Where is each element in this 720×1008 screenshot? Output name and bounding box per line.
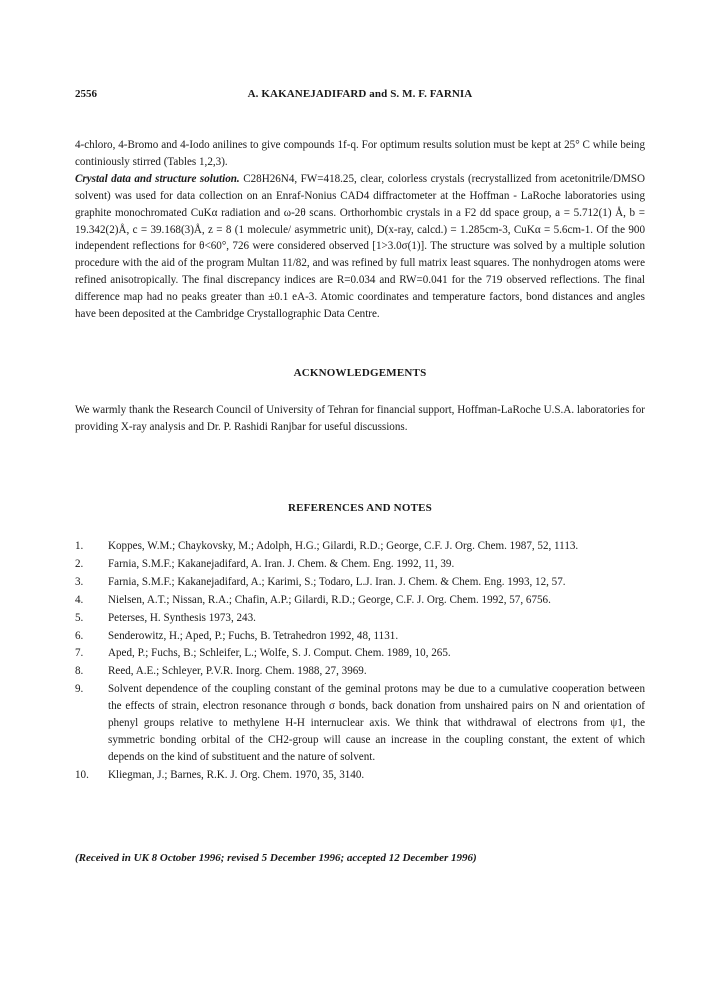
reference-number: 6. xyxy=(75,629,84,642)
reference-number: 9. xyxy=(75,683,84,696)
reference-item xyxy=(75,645,645,662)
page-number: 2556 xyxy=(75,88,97,100)
reference-number: 1. xyxy=(75,540,84,552)
reference-item xyxy=(75,610,645,627)
reference-text: Peterses, H. Synthesis 1973, 243. xyxy=(108,611,256,624)
running-authors: A. KAKANEJADIFARD and S. M. F. FARNIA xyxy=(247,88,473,100)
references-heading: REFERENCES AND NOTES xyxy=(288,502,432,514)
reference-item xyxy=(75,767,645,784)
crystal-data-paragraph xyxy=(75,137,645,323)
reference-text: Senderowitz, H.; Aped, P.; Fuchs, B. Tetrahedron 1992, 48, 1131. xyxy=(108,629,399,642)
reference-item xyxy=(75,556,645,573)
reference-text: Aped, P.; Fuchs, B.; Schleifer, L.; Wolfe, S. J. Comput. Chem. 1989, 10, 265. xyxy=(108,647,451,660)
reference-item xyxy=(75,663,645,680)
crystal-data-heading: Crystal data and structure solution. xyxy=(75,172,240,185)
reference-number: 5. xyxy=(75,611,84,624)
reference-text: Kliegman, J.; Barnes, R.K. J. Org. Chem. 1970, 35, 3140. xyxy=(108,768,365,781)
received-dates: (Received in UK 8 October 1996; revised 5 December 1996; accepted 12 December 1996) xyxy=(75,852,477,864)
reference-text: Reed, A.E.; Schleyer, P.V.R. Inorg. Chem. 1988, 27, 3969. xyxy=(108,665,367,678)
reference-item xyxy=(75,628,645,645)
running-header xyxy=(75,88,645,104)
references-list xyxy=(75,538,645,784)
acknowledgements-heading: ACKNOWLEDGEMENTS xyxy=(293,367,427,379)
reference-number: 10. xyxy=(75,768,89,781)
reference-text: Solvent dependence of the coupling constant of the geminal protons may be due to a cumulative cooperation between the effects of strain, electron resonance through σ bonds, back donation from unshaired pairs on N and orientation of phenyl groups relative to methylene H-H internuclear axis. We think that withdrawal of electrons from ψ1, the symmetric bonding orbital of the CH2-group will cause an increase in the coupling constant, the extent of which depends on the kind of substituent and the nature of solvent. xyxy=(108,683,645,763)
reference-item xyxy=(75,592,645,609)
reference-item xyxy=(75,681,645,766)
reference-text: Nielsen, A.T.; Nissan, R.A.; Chafin, A.P.; Gilardi, R.D.; George, C.F. J. Org. Chem. 1992, 57, 6756. xyxy=(108,593,551,606)
acknowledgements-paragraph xyxy=(75,402,645,436)
reference-number: 8. xyxy=(75,665,84,678)
reference-text: Farnia, S.M.F.; Kakanejadifard, A. Iran. J. Chem. & Chem. Eng. 1992, 11, 39. xyxy=(108,557,455,570)
reference-number: 7. xyxy=(75,647,84,660)
intro-text: 4-chloro, 4-Bromo and 4-Iodo anilines to give compounds 1f-q. For optimum results solution must be kept at 25° C while being continiously stirred (Tables 1,2,3). xyxy=(75,139,645,168)
reference-number: 4. xyxy=(75,593,84,606)
reference-item xyxy=(75,538,645,555)
acknowledgements-text: We warmly thank the Research Council of University of Tehran for financial support, Hoffman-LaRoche U.S.A. laboratories for providing X-ray analysis and Dr. P. Rashidi Ranjbar for useful discussions. xyxy=(75,404,645,433)
reference-number: 3. xyxy=(75,575,84,588)
crystal-data-text: C28H26N4, FW=418.25, clear, colorless crystals (recrystallized from acetonitrile/DMSO solvent) was used for data collection on an Enraf-Nonius CAD4 diffractometer at the Hoffman - LaRoche laboratories using graphite monochromated CuKα radiation and ω-2θ scans. Orthorhombic crystals in a F2 dd space group, a = 5.712(1) Å, b = 19.342(2)Å, c = 39.168(3)Å, z = 8 (1 molecule/ asymmetric unit), D(x-ray, calcd.) = 1.285cm-3, CuKα = 5.6cm-1. Of the 900 independent reflections for θ<60°, 726 were considered observed [1>3.0σ(1)]. The structure was solved by a multiple solution procedure with the aid of the program Multan 11/82, and was refined by full matrix least squares. The nonhydrogen atoms were refined anisotropically. The final discrepancy indices are R=0.034 and RW=0.041 for the 719 observed reflections. The final difference map had no peaks greater than ±0.1 eA-3. Atomic coordinates and temperature factors, bond distances and angles have been deposited at the Cambridge Crystallographic Data Centre. xyxy=(75,172,645,321)
reference-number: 2. xyxy=(75,557,84,570)
reference-item xyxy=(75,574,645,591)
reference-text: Farnia, S.M.F.; Kakanejadifard, A.; Karimi, S.; Todaro, L.J. Iran. J. Chem. & Chem. Eng. 1993, 12, 57. xyxy=(108,575,566,588)
reference-text: Koppes, W.M.; Chaykovsky, M.; Adolph, H.G.; Gilardi, R.D.; George, C.F. J. Org. Chem. 1987, 52, 1113. xyxy=(108,540,579,552)
